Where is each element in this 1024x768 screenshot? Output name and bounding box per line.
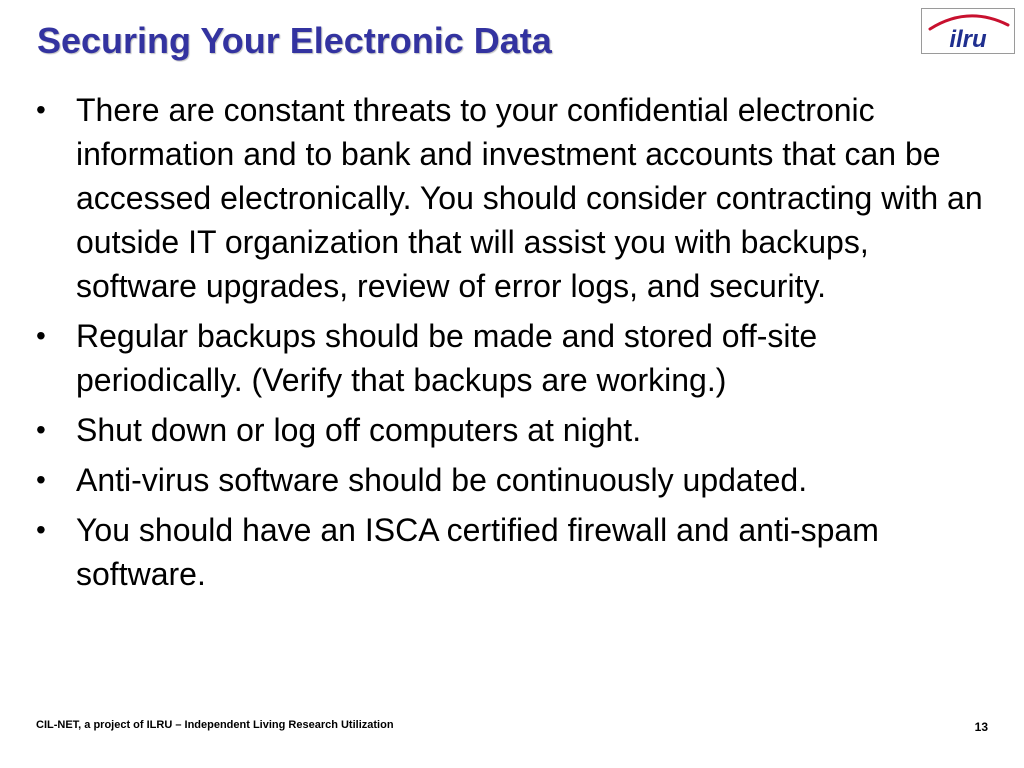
bullet-item	[0, 458, 1024, 502]
bullet-item	[0, 408, 1024, 452]
slide-title: Securing Your Electronic Data	[37, 20, 552, 61]
bullet-marker: •	[36, 320, 46, 351]
bullet-marker: •	[36, 414, 46, 445]
ilru-logo-graphic	[922, 9, 1014, 53]
bullet-marker: •	[36, 514, 46, 545]
bullet-marker: •	[36, 464, 46, 495]
page-number: 13	[974, 720, 988, 734]
bullet-marker: •	[36, 94, 46, 125]
bullet-text: Shut down or log off computers at night.	[76, 412, 642, 448]
bullet-text: Regular backups should be made and stored off-site periodically. (Verify that backups are working.)	[76, 318, 818, 398]
footer-credit: CIL-NET, a project of ILRU – Independent Living Research Utilization	[36, 719, 394, 731]
bullet-item	[0, 314, 1024, 402]
bullet-item	[0, 508, 1024, 596]
ilru-logo	[921, 8, 1015, 54]
logo-text: ilru	[949, 26, 987, 53]
bullet-text: You should have an ISCA certified firewall and anti-spam software.	[76, 512, 879, 592]
bullet-list	[0, 88, 1024, 602]
bullet-text: Anti-virus software should be continuously updated.	[76, 462, 808, 498]
bullet-text: There are constant threats to your confidential electronic information and to bank and investment accounts that can be accessed electronically. You should consider contracting with an outside IT organization that will assist you with backups, software upgrades, review of error logs, and security.	[76, 92, 983, 304]
bullet-item	[0, 88, 1024, 308]
